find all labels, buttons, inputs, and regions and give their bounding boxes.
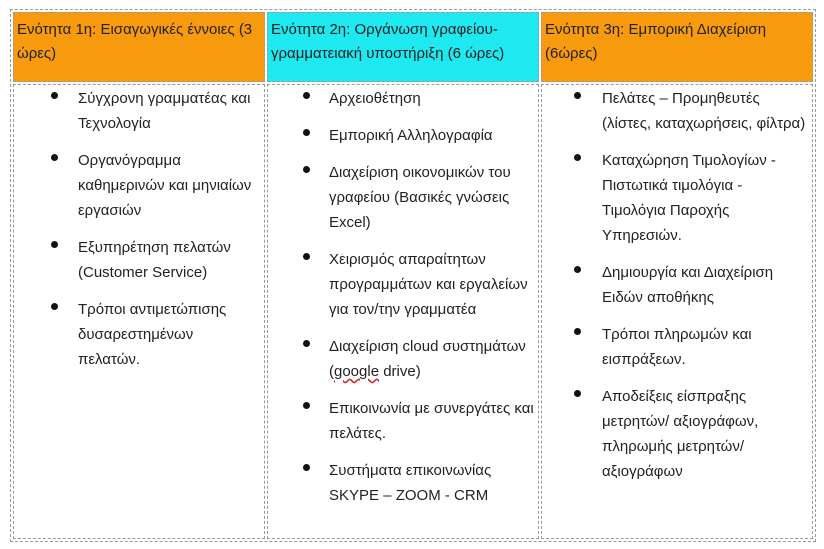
bullet-icon — [303, 129, 310, 136]
list-item — [542, 86, 812, 136]
list-item — [268, 160, 538, 235]
bullet-icon — [303, 92, 310, 99]
list-item — [14, 148, 264, 223]
unit-3-topic-list — [542, 85, 812, 484]
list-item-text: Αποδείξεις είσπραξης μετρητών/ αξιογράφων, πληρωμής μετρητών/ αξιογράφων — [602, 388, 759, 480]
bullet-icon — [303, 340, 310, 347]
list-item-text — [329, 338, 526, 380]
bullet-icon — [574, 390, 581, 397]
list-item — [268, 123, 538, 148]
bullet-icon — [51, 154, 58, 161]
cloud-text-after: drive) — [379, 363, 421, 380]
list-item-text: Οργανόγραμμα καθημερινών και μηνιαίων εργασιών — [78, 152, 252, 219]
unit-3-content — [541, 84, 813, 539]
list-item — [268, 396, 538, 446]
list-item-text: Χειρισμός απαραίτητων προγραμμάτων και εργαλείων για τον/την γραμματέα — [329, 251, 528, 318]
list-item-text: Εμπορική Αλληλογραφία — [329, 127, 493, 144]
list-item — [14, 86, 264, 136]
list-item-text: Διαχείριση οικονομικών του γραφείου (Βασικές γνώσεις Excel) — [329, 164, 511, 231]
bullet-icon — [51, 303, 58, 310]
list-item-text: Συστήματα επικοινωνίας SKYPE – ZOOM - CRM — [329, 462, 492, 504]
bullet-icon — [303, 253, 310, 260]
bullet-icon — [51, 92, 58, 99]
list-item-text: Εξυπηρέτηση πελατών (Customer Service) — [78, 239, 231, 281]
unit-2-topic-list — [268, 85, 538, 508]
bullet-icon — [574, 328, 581, 335]
content-row — [13, 84, 813, 539]
bullet-icon — [51, 241, 58, 248]
list-item — [268, 458, 538, 508]
list-item — [268, 86, 538, 111]
cloud-text-before: Διαχείριση cloud συστημάτων ( — [329, 338, 526, 380]
list-item — [268, 247, 538, 322]
list-item — [14, 297, 264, 372]
bullet-icon — [303, 166, 310, 173]
spellcheck-marked-word: google — [334, 363, 380, 380]
list-item — [14, 235, 264, 285]
bullet-icon — [574, 154, 581, 161]
list-item-text: Τρόποι πληρωμών και εισπράξεων. — [602, 326, 752, 368]
list-item — [542, 384, 812, 484]
list-item-text: Αρχειοθέτηση — [329, 90, 421, 107]
bullet-icon — [303, 402, 310, 409]
header-row — [13, 12, 813, 82]
bullet-icon — [574, 266, 581, 273]
unit-1-header: Ενότητα 1η: Εισαγωγικές έννοιες (3 ώρες) — [13, 12, 265, 82]
unit-3-header: Ενότητα 3η: Εμπορική Διαχείριση (6ώρες) — [541, 12, 813, 82]
list-item — [542, 322, 812, 372]
list-item-text: Σύγχρονη γραμματέας και Τεχνολογία — [78, 90, 251, 132]
list-item-text: Επικοινωνία με συνεργάτες και πελάτες. — [329, 400, 534, 442]
list-item-text: Τρόποι αντιμετώπισης δυσαρεστημένων πελατών. — [78, 301, 227, 368]
course-units-table — [10, 9, 816, 542]
list-item-text: Καταχώρηση Τιμολογίων - Πιστωτικά τιμολόγια - Τιμολόγια Παροχής Υπηρεσιών. — [602, 152, 776, 244]
bullet-icon — [574, 92, 581, 99]
list-item-text: Πελάτες – Προμηθευτές (λίστες, καταχωρήσεις, φίλτρα) — [602, 90, 806, 132]
unit-1-content — [13, 84, 265, 539]
unit-2-header: Ενότητα 2η: Οργάνωση γραφείου-γραμματειακή υποστήριξη (6 ώρες) — [267, 12, 539, 82]
list-item-text: Δημιουργία και Διαχείριση Ειδών αποθήκης — [602, 264, 774, 306]
unit-1-topic-list — [14, 85, 264, 372]
bullet-icon — [303, 464, 310, 471]
list-item — [542, 148, 812, 248]
list-item — [268, 334, 538, 384]
list-item — [542, 260, 812, 310]
unit-2-content — [267, 84, 539, 539]
